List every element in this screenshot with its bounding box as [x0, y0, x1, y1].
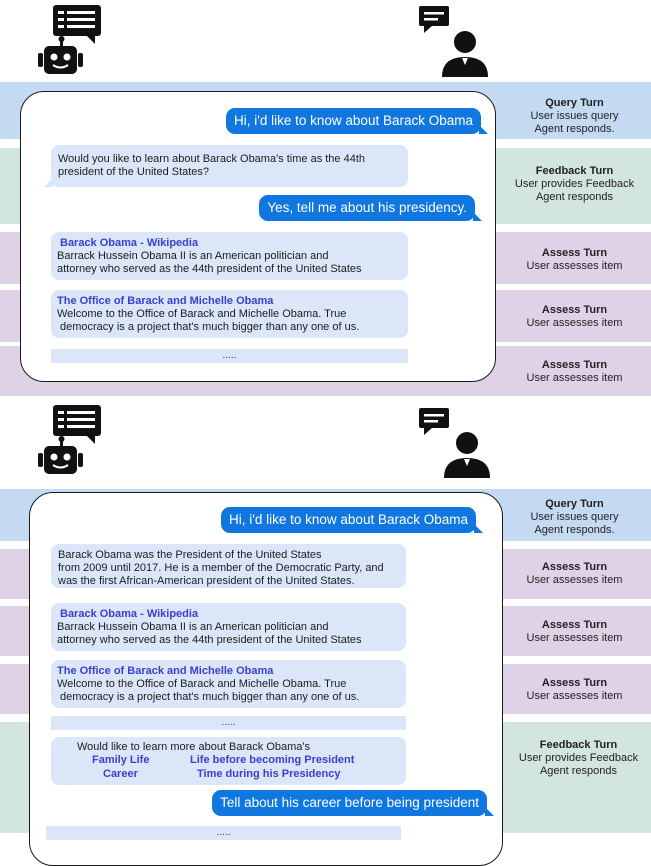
- search-result-card[interactable]: The Office of Barack and Michelle Obama Welcome to the Office of Barack and Michelle Obama. True democracy is a project that's much bigger than any one of us.: [51, 290, 408, 338]
- feedback-turn-label: Feedback Turn User provides Feedback Agent responds: [518, 739, 639, 777]
- search-result-card[interactable]: Barack Obama - Wikipedia Barrack Hussein Obama II is an American politician and attorney who served as the 44th president of the United States: [51, 603, 406, 651]
- option-family-life[interactable]: Family Life: [92, 754, 150, 766]
- user-icon: [440, 27, 490, 77]
- user-query-text: Hi, i'd like to know about Barack Obama: [229, 512, 468, 527]
- assess-turn-label: Assess Turn User assesses item: [526, 619, 623, 644]
- search-result-card[interactable]: The Office of Barack and Michelle Obama Welcome to the Office of Barack and Michelle Obama. True democracy is a project that's much bigger than any one of us.: [51, 660, 406, 708]
- robot-icon: [27, 402, 107, 477]
- agent-question-bubble: Would you like to learn about Barack Obama's time as the 44th president of the United States?: [51, 145, 408, 187]
- assess-turn-label: Assess Turn User assesses item: [526, 359, 623, 384]
- user-feedback-text: Tell about his career before being president: [220, 795, 479, 810]
- user-query-text: Hi, i'd like to know about Barack Obama: [234, 113, 473, 128]
- option-time-during-presidency[interactable]: Time during his Presidency: [197, 768, 341, 780]
- assess-turn-label: Assess Turn User assesses item: [526, 247, 623, 272]
- robot-icon: [27, 2, 107, 77]
- user-icon: [442, 428, 492, 478]
- user-feedback-text: Yes, tell me about his presidency.: [267, 200, 467, 215]
- more-results: .....: [51, 716, 406, 730]
- result-title-link[interactable]: Barack Obama - Wikipedia: [60, 237, 199, 249]
- assess-turn-label: Assess Turn User assesses item: [526, 677, 623, 702]
- feedback-turn-label: Feedback Turn User provides Feedback Agent responds: [514, 165, 635, 203]
- agent-summary-bubble: Barack Obama was the President of the United States from 2009 until 2017. He is a member of the Democratic Party, and was the first African-American president of the United States.: [51, 544, 406, 588]
- assess-turn-label: Assess Turn User assesses item: [526, 304, 623, 329]
- user-feedback-bubble: [259, 195, 475, 221]
- user-query-bubble: [221, 507, 476, 533]
- option-life-before-president[interactable]: Life before becoming President: [190, 754, 355, 766]
- search-result-card[interactable]: Barack Obama - Wikipedia Barrack Hussein Obama II is an American politician and attorney who served as the 44th president of the United States: [51, 232, 408, 280]
- user-query-bubble: [226, 108, 481, 134]
- result-title-link[interactable]: The Office of Barack and Michelle Obama: [57, 665, 274, 677]
- result-title-link[interactable]: The Office of Barack and Michelle Obama: [57, 295, 274, 307]
- more-results: .....: [46, 826, 401, 840]
- assess-turn-label: Assess Turn User assesses item: [526, 561, 623, 586]
- clarifying-question-bubble: [51, 737, 406, 785]
- query-turn-label: Query Turn User issues query Agent responds.: [530, 97, 619, 135]
- user-feedback-bubble: [212, 790, 487, 816]
- option-career[interactable]: Career: [103, 768, 138, 780]
- more-results: .....: [51, 349, 408, 363]
- clarify-prompt: Would like to learn more about Barack Obama's: [77, 741, 311, 753]
- result-title-link[interactable]: Barack Obama - Wikipedia: [60, 608, 199, 620]
- query-turn-label: Query Turn User issues query Agent responds.: [530, 498, 619, 536]
